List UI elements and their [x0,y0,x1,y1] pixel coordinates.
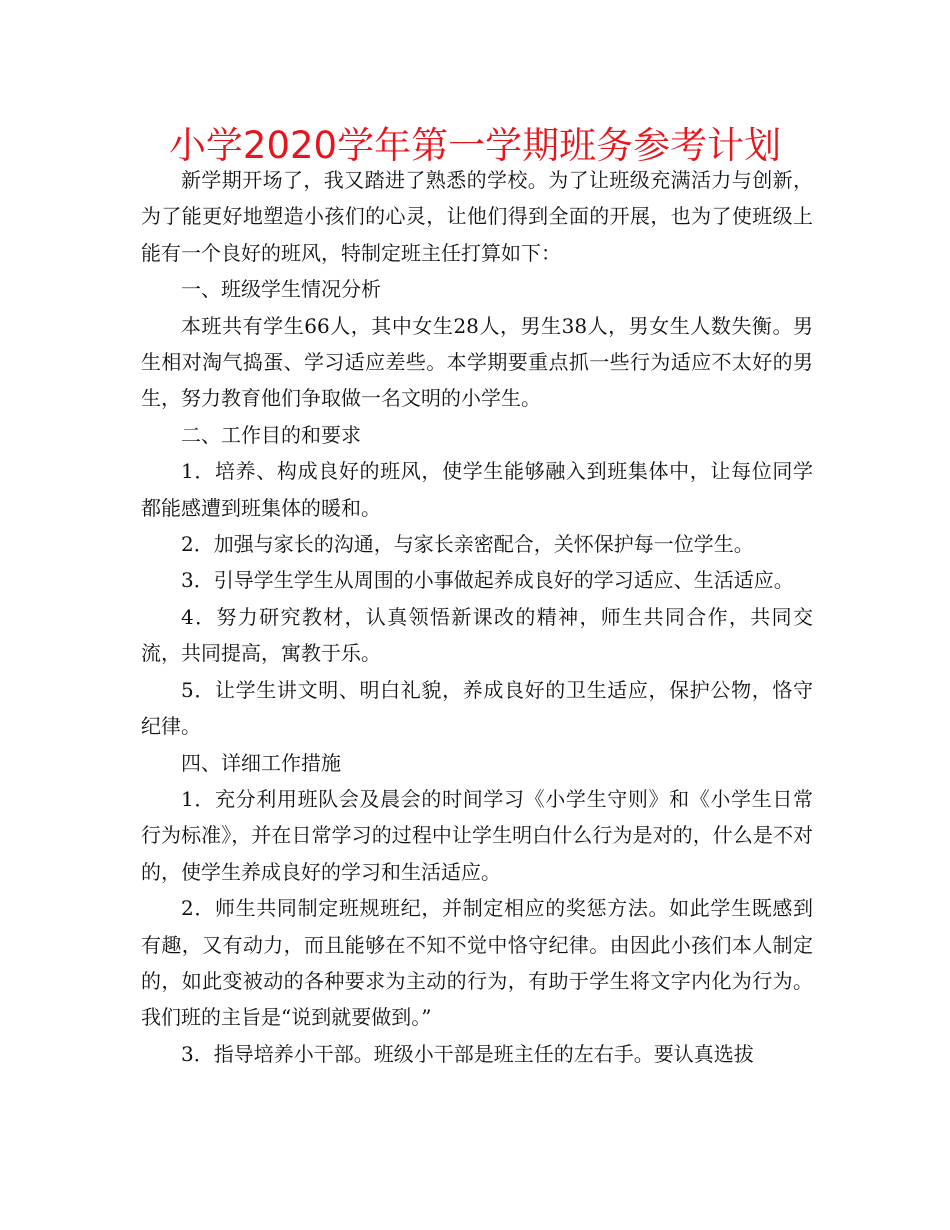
goal-item-4: 4．努力研究教材，认真领悟新课改的精神，师生共同合作，共同交流，共同提高，寓教于乐。 [141,604,813,666]
measure-item-2: 2．师生共同制定班规班纪，并制定相应的奖惩方法。如此学生既感到有趣，又有动力，而且能够在不知不觉中恪守纪律。由因此小孩们本人制定的，如此变被动的各种要求为主动的行为，有助于学生将文字内化为行为。我们班的主旨是“说到就要做到。” [141,896,813,1030]
measure-item-3: 3．指导培养小干部。班级小干部是班主任的左右手。要认真选拔 [181,1041,754,1066]
section-heading-4: 四、详细工作措施 [181,750,341,775]
section-heading-2: 二、工作目的和要求 [181,422,361,447]
section-heading-1: 一、班级学生情况分析 [181,277,381,302]
document-body [141,162,813,1072]
paragraph-intro: 新学期开场了，我又踏进了熟悉的学校。为了让班级充满活力与创新，为了能更好地塑造小孩们的心灵，让他们得到全面的开展，也为了使班级上能有一个良好的班风，特制定班主任打算如下： [141,168,813,265]
goal-item-2: 2．加强与家长的沟通，与家长亲密配合，关怀保护每一位学生。 [181,532,754,557]
goal-item-3: 3．引导学生学生从周围的小事做起养成良好的学习适应、生活适应。 [181,568,794,593]
document-title: 小学2020学年第一学期班务参考计划 [168,124,782,167]
paragraph-class-analysis: 本班共有学生66人，其中女生28人，男生38人，男女生人数失衡。男生相对淘气捣蛋、学习适应差些。本学期要重点抓一些行为适应不太好的男生，努力教育他们争取做一名文明的小学生。 [141,313,813,411]
measure-item-1: 1．充分利用班队会及晨会的时间学习《小学生守则》和《小学生日常行为标准》，并在日常学习的过程中让学生明白什么行为是对的，什么是不对的，使学生养成良好的学习和生活适应。 [141,786,813,884]
goal-item-5: 5．让学生讲文明、明白礼貌，养成良好的卫生适应，保护公物，恪守纪律。 [141,677,813,739]
goal-item-1: 1．培养、构成良好的班风，使学生能够融入到班集体中，让每位同学都能感遭到班集体的暖和。 [141,459,813,520]
